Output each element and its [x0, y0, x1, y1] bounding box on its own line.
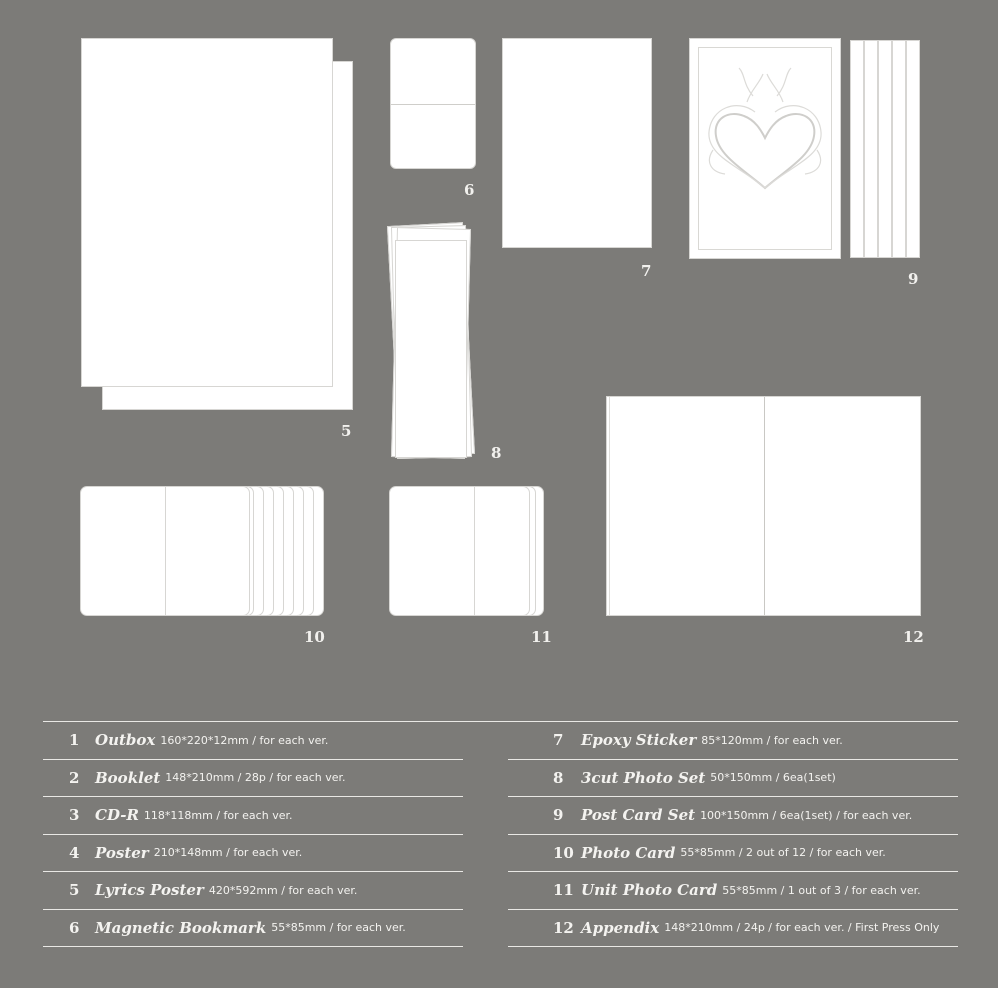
component-spec-list	[43, 721, 958, 937]
lyrics-poster-front-sheet	[81, 38, 333, 387]
spec-number: 8	[553, 768, 564, 787]
postcard-front	[689, 38, 841, 259]
bookmark-fold-line	[391, 104, 475, 105]
spec-name: Lyrics Poster	[95, 881, 204, 900]
spec-row	[43, 910, 463, 948]
figure-number-11: 11	[531, 628, 552, 646]
photocard-back	[80, 486, 166, 616]
appendix-spine	[764, 397, 765, 615]
spec-number: 10	[553, 843, 574, 862]
spec-name: Booklet	[95, 768, 161, 787]
spec-row	[508, 797, 958, 835]
heart-ornament-icon	[689, 38, 841, 259]
spec-detail: 420*592mm / for each ver.	[208, 883, 358, 897]
spec-name: Magnetic Bookmark	[95, 918, 267, 937]
postcard-stack	[906, 40, 920, 258]
spec-row	[508, 760, 958, 798]
spec-row	[508, 835, 958, 873]
spec-detail: 210*148mm / for each ver.	[153, 846, 303, 860]
spec-row	[43, 872, 463, 910]
spec-name: Outbox	[95, 731, 156, 750]
spec-number: 12	[553, 918, 574, 937]
spec-name: Epoxy Sticker	[581, 731, 697, 750]
postcard-stack	[864, 40, 878, 258]
spec-detail: 118*118mm / for each ver.	[143, 808, 293, 822]
spec-name: CD-R	[95, 806, 139, 825]
spec-row	[43, 760, 463, 798]
spec-number: 9	[553, 806, 564, 825]
spec-detail: 148*210mm / 28p / for each ver.	[165, 771, 346, 785]
spec-row	[508, 872, 958, 910]
spec-name: Photo Card	[581, 843, 676, 862]
spec-number: 1	[69, 731, 80, 750]
figure-number-8: 8	[491, 444, 502, 462]
postcard-stack	[892, 40, 906, 258]
spec-detail: 55*85mm / 1 out of 3 / for each ver.	[722, 883, 921, 897]
figure-number-7: 7	[641, 262, 652, 280]
photo-strip-front	[395, 240, 467, 458]
spec-column-right	[508, 722, 958, 947]
unit-photocard-front	[474, 486, 530, 616]
spec-detail: 55*85mm / for each ver.	[271, 921, 406, 935]
spec-name: Unit Photo Card	[581, 881, 718, 900]
photocard-front	[164, 486, 250, 616]
postcard-stack	[850, 40, 864, 258]
postcard-stack	[878, 40, 892, 258]
unit-photocard-back	[389, 486, 475, 616]
spec-detail: 85*120mm / for each ver.	[701, 733, 843, 747]
figure-number-10: 10	[304, 628, 325, 646]
spec-column-left	[43, 722, 463, 947]
spec-number: 3	[69, 806, 80, 825]
spec-number: 11	[553, 881, 574, 900]
spec-row	[508, 910, 958, 948]
spec-row	[43, 797, 463, 835]
magnetic-bookmark	[390, 38, 476, 169]
spec-number: 7	[553, 731, 564, 750]
spec-number: 6	[69, 918, 80, 937]
spec-detail: 148*210mm / 24p / for each ver. / First Press Only	[664, 921, 940, 935]
figure-number-9: 9	[908, 270, 919, 288]
spec-row	[43, 722, 463, 760]
spec-detail: 55*85mm / 2 out of 12 / for each ver.	[680, 846, 886, 860]
figure-number-12: 12	[903, 628, 924, 646]
epoxy-sticker	[502, 38, 652, 248]
spec-detail: 100*150mm / 6ea(1set) / for each ver.	[700, 808, 913, 822]
spec-number: 5	[69, 881, 80, 900]
spec-detail: 160*220*12mm / for each ver.	[160, 733, 329, 747]
spec-number: 4	[69, 843, 80, 862]
spec-name: Post Card Set	[581, 806, 696, 825]
spec-number: 2	[69, 768, 80, 787]
spec-name: Appendix	[581, 918, 660, 937]
spec-row	[43, 835, 463, 873]
figure-number-5: 5	[341, 422, 352, 440]
spec-row	[508, 722, 958, 760]
spec-detail: 50*150mm / 6ea(1set)	[710, 771, 836, 785]
spec-name: Poster	[95, 843, 149, 862]
figure-number-6: 6	[464, 181, 475, 199]
appendix-booklet	[606, 396, 921, 616]
appendix-page-edge	[609, 397, 610, 615]
spec-name: 3cut Photo Set	[581, 768, 706, 787]
